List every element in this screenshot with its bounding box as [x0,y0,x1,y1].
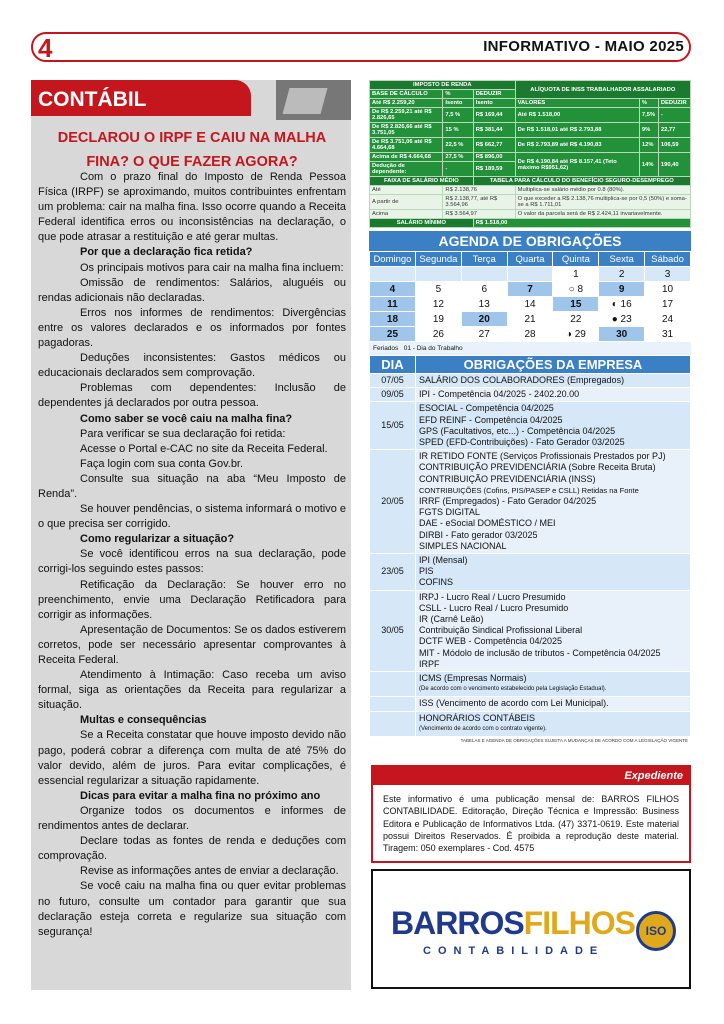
weekday: Sexta [599,252,645,267]
expediente-text: Este informativo é uma publicação mensal de: BARROS FILHOS CONTABILIDADE. Editoração, Direção Técnica e Impressão: Business Editora e Publicação de Informativos Ltda. (47) 3371-0619. Este material possui Direitos Reservados. É proibida a reprodução deste material. Tiragem: 050 exemplares - Cod. 4575 [383,794,679,854]
day-cell: 11 [370,297,416,312]
ob-item: SALÁRIO DOS COLABORADORES (Empregados) [419,375,625,385]
ob-item: IRPJ - Lucro Real / Lucro Presumido [419,591,566,602]
paragraph: Faça login com sua conta Gov.br. [80,457,244,470]
ob-desc [416,402,691,450]
cell: R$ 2.138,76 [443,186,515,195]
day-cell: 3 [645,267,691,282]
ob-desc [416,697,691,711]
calc-title: TABELA PARA CÁLCULO DO BENEFÍCIO SEGURO-DESEMPREGO [473,177,690,186]
day-cell: 28 [507,327,553,342]
cell: Isento [473,99,515,108]
paragraph: Retificação da Declaração: Se houver erro no preenchimento, envie uma Declaração Retificadora para corrigir as informações. [38,578,346,621]
cell: R$ 3.564,97 [443,210,515,219]
day-cell: 19 [415,312,461,327]
cell: De R$ 2.793,89 até R$ 4.190,83 [515,138,639,153]
day-cell: 7 [507,282,553,297]
ob-day: 09/05 [370,388,416,402]
ob-day: 07/05 [370,374,416,388]
calendar [369,251,691,342]
day-cell [461,267,507,282]
ob-item: IRPF [419,658,440,669]
day-cell: 10 [645,282,691,297]
ob-item: HONORÁRIOS CONTÁBEIS [419,712,536,723]
day-cell: 17 [645,297,691,312]
ob-day [370,672,416,697]
paragraph: Com o prazo final do Imposto de Renda Pessoa Física (IRPF) se aproximando, muitos contribuintes enfrentam um problema: cair na malha fina. Isso ocorre quando a Receita Federal identifica erros ou inconsistências na declaração, o que pode atrasar a restituição e até gerar multas. [38,171,346,244]
logo-barros: BARROS [391,905,524,941]
right-column [369,80,691,744]
cell: 190,40 [658,153,690,177]
cell: R$ 169,44 [473,108,515,123]
ob-desc [416,450,691,554]
ob-item: IR RETIDO FONTE (Serviços Profissionais Prestados por PJ) [419,451,666,462]
ob-item: EFD REINF - Competência 04/2025 [419,414,563,425]
cell: 7,5 % [443,108,473,123]
col-header: % [443,90,473,99]
paragraph: Declare todas as fontes de renda e deduções com comprovação. [38,835,346,863]
paragraph: Consulte sua situação na aba “Meu Imposto de Renda”. [38,472,346,500]
weekday: Quinta [553,252,599,267]
tax-table [369,80,691,228]
day-cell: 12 [415,297,461,312]
agenda [369,231,691,744]
day-cell: 14 [507,297,553,312]
day-cell: 27 [461,327,507,342]
ob-desc [416,672,691,697]
ob-item: MIT - Módolo de inclusão de tributos - Competência 04/2025 [419,647,661,658]
ob-item: SIMPLES NACIONAL [419,540,507,551]
logo-wordmark [391,905,635,942]
ob-item: ESOCIAL - Competência 04/2025 [419,403,554,414]
subheading: Por que a declaração fica retida? [80,246,253,259]
cell: 22,5 % [443,138,473,153]
ob-note: (Vencimento de acordo com o contrato vigente). [419,725,547,732]
day-cell: 25 [370,327,416,342]
ob-item: ICMS (Empresas Normais) [419,673,527,684]
cell: R$ 896,00 [473,153,515,162]
col-header: DEDUZIR [473,90,515,99]
min-wage-label: SALÁRIO MÍNIMO [370,219,474,228]
section-title: CONTÁBIL [31,80,251,116]
paragraph: Erros nos informes de rendimentos: Divergências entre os valores declarados e os informados por fontes pagadoras. [38,306,346,350]
cell: 12% [639,138,658,153]
weekday: Terça [461,252,507,267]
cell: Até R$ 2.259,20 [370,99,443,108]
cell: R$ 2.138,77, até R$ 3.564,96 [443,195,515,210]
ob-item: DIRBI - Fato gerador 03/2025 [419,529,538,540]
cell: De R$ 1.518,01 até R$ 2.793,88 [515,123,639,138]
ob-item: DCTF WEB - Competência 04/2025 [419,636,563,647]
ob-item: COFINS [419,577,454,588]
ob-item: IR (Carnê Leão) [419,614,484,625]
cell: Multiplica-se salário médio por 0.8 (80%). [515,186,690,195]
paragraph: Se a Receita constatar que houve imposto devido não pago, poderá cobrar a diferença com multa de até 75% do valor devido, além de juros. Para evitar complicações, é essencial regularizar a situação rapidamente. [38,729,346,787]
ob-item: ISS (Vencimento de acordo com Lei Municipal). [419,698,609,709]
day-cell: ◐ 16 [599,297,645,312]
cell: Isento [443,99,473,108]
weekday: Segunda [415,252,461,267]
cell: O valor da parcela será de R$ 2.424,11 invariavelmente. [515,210,690,219]
holidays-label: Feriados [373,345,399,352]
ob-desc [416,388,691,402]
day-cell: 20 [461,312,507,327]
day-cell [370,267,416,282]
paragraph: Se você identificou erros na sua declaração, pode corrigi-los seguindo estes passos: [38,548,346,576]
day-cell [415,267,461,282]
ob-desc [416,374,691,388]
day-cell: 26 [415,327,461,342]
weekday: Domingo [370,252,416,267]
subheading: Multas e consequências [80,714,207,727]
cell: Acima de R$ 4.664,68 [370,153,443,162]
cell: 106,59 [658,138,690,153]
cell: De R$ 2.826,66 até R$ 3.751,05 [370,123,443,138]
cell: 22,77 [658,123,690,138]
subheading: Como regularizar a situação? [80,533,235,546]
company-logo [371,869,691,989]
cell: 15 % [443,123,473,138]
day-cell: 31 [645,327,691,342]
ob-day: 20/05 [370,450,416,554]
ob-item: PIS [419,566,434,577]
cell: R$ 662,77 [473,138,515,153]
paragraph: Deduções inconsistentes: Gastos médicos ou educacionais declarados sem comprovação. [38,352,346,380]
page-number: 4 [38,33,53,63]
ir-title: IMPOSTO DE RENDA [370,81,516,90]
col-day: DIA [370,356,416,374]
col-header: VALORES [515,99,639,108]
paragraph: Omissão de rendimentos: Salários, aluguéis ou rendas adicionais não declaradas. [38,276,346,304]
ob-item: IRRF (Empregados) - Fato Gerador 04/2025 [419,496,597,507]
ob-item: Contribuição Sindical Profissional Liberal [419,625,583,636]
cell: Acima [370,210,443,219]
day-cell [507,267,553,282]
day-cell: 30 [599,327,645,342]
article-title [35,126,349,174]
agenda-title: AGENDA DE OBRIGAÇÕES [369,231,691,251]
ob-item: DAE - eSocial DOMÉSTICO / MEI [419,518,556,529]
iso-seal-icon: ISO [636,911,676,951]
ob-item: IPI (Mensal) [419,555,468,566]
ob-item: GPS (Facultativos, etc...) - Competência 04/2025 [419,425,616,436]
day-cell: 9 [599,282,645,297]
col-header: % [639,99,658,108]
day-cell: ○ 8 [553,282,599,297]
ob-day: 23/05 [370,554,416,591]
ob-item: IPI - Competência 04/2025 - 2402.20.00 [419,389,580,400]
tax-tables [369,80,691,228]
subheading: Como saber se você caiu na malha fina? [80,412,293,425]
ob-day [370,697,416,711]
ob-desc [416,590,691,671]
faixa-title: FAIXA DE SALÁRIO MÉDIO [370,177,474,186]
paragraph: Organize todos os documentos e informes de rendimentos antes de declarar. [38,804,346,833]
cell: R$ 381,44 [473,123,515,138]
day-cell: ◑ 29 [553,327,599,342]
expediente-box [371,765,691,863]
cell: 27,5 % [443,153,473,162]
ob-day: 30/05 [370,590,416,671]
ob-item: SPED (EFD-Contribuições) - Fato Gerador 03/2025 [419,437,625,448]
ob-item: FGTS DIGITAL [419,507,480,518]
cell: A partir de [370,195,443,210]
paragraph: Problemas com dependentes: Inclusão de dependentes já declarados por outra pessoa. [38,382,346,410]
day-cell: ● 23 [599,312,645,327]
ob-desc [416,554,691,591]
paragraph: Acesse o Portal e-CAC no site da Receita Federal. [80,442,328,455]
ob-item: CONTRIBUIÇÃO PREVIDENCIÁRIA (Sobre Receita Bruta) [419,462,656,473]
cell: 7,5% [639,108,658,123]
day-cell: 2 [599,267,645,282]
day-cell: 5 [415,282,461,297]
expediente-title: Expediente [373,767,689,785]
paragraph: Revise as informações antes de enviar a declaração. [80,865,339,878]
ob-item: CONTRIBUIÇÕES (Cofins, PIS/PASEP e CSLL) Retidas na Fonte [419,485,639,495]
cell: De R$ 2.259,21 até R$ 2.826,65 [370,108,443,123]
cell: R$ 189,59 [473,162,515,177]
subheading: Dicas para evitar a malha fina no próximo ano [80,789,321,802]
day-cell: 13 [461,297,507,312]
logo-subtitle: CONTABILIDADE [423,945,605,957]
paragraph: Para verificar se sua declaração foi retida: [80,427,286,440]
ob-note: (De acordo com o vencimento estabelecido pela Legislação Estadual). [419,686,607,693]
paragraph: Os principais motivos para cair na malha fina incluem: [80,261,344,274]
cell: De R$ 4.190,84 até R$ 8.157,41 (Teto máximo R$951,62) [515,153,639,177]
day-cell: 6 [461,282,507,297]
paragraph: Se você caiu na malha fina ou quer evitar problemas no futuro, consulte um contador para garantir que sua declaração esteja correta e regularize sua situação com segurança! [38,880,346,938]
inss-title: ALÍQUOTA DE INSS TRABALHADOR ASSALARIADO [515,81,690,99]
day-cell: 1 [553,267,599,282]
ob-item: CONTRIBUIÇÃO PREVIDENCIÁRIA (INSS) [419,473,596,484]
ob-day [370,711,416,736]
paragraph: Se houver pendências, o sistema informará o motivo e o que precisa ser corrigido. [38,503,346,531]
min-wage-value: R$ 1.518,00 [473,219,690,228]
weekday: Sábado [645,252,691,267]
day-cell: 22 [553,312,599,327]
day-cell: 21 [507,312,553,327]
cell: De R$ 3.751,06 até R$ 4.664,68 [370,138,443,153]
day-cell: 4 [370,282,416,297]
holidays [369,342,691,355]
paragraph: Atendimento à Intimação: Caso receba um aviso formal, siga as orientações da Receita para regularizar a situação. [38,669,346,712]
obligations-table [369,355,691,737]
cell: - [658,108,690,123]
day-cell: 24 [645,312,691,327]
newsletter-title: INFORMATIVO - MAIO 2025 [483,38,684,55]
cell: Dedução de dependente: [370,162,443,177]
cell: 14% [639,153,658,177]
day-cell: 15 [553,297,599,312]
col-header: DEDUZIR [658,99,690,108]
ob-day: 15/05 [370,402,416,450]
weekday: Quarta [507,252,553,267]
article-title-line2: FINA? O QUE FAZER AGORA? [86,154,298,170]
col-title: OBRIGAÇÕES DA EMPRESA [416,356,691,374]
day-cell: 18 [370,312,416,327]
ob-item: CSLL - Lucro Real / Lucro Presumido [419,602,569,613]
cell: Até R$ 1.518,00 [515,108,639,123]
article-title-line1: DECLAROU O IRPF E CAIU NA MALHA [57,130,327,146]
cell: 9% [639,123,658,138]
cell: Até [370,186,443,195]
cell: O que exceder a R$ 2.138,76 multiplica-se por 0,5 (50%) e soma-se a R$ 1.711,01 [515,195,690,210]
paragraph: Apresentação de Documentos: Se os dados estiverem corretos, pode ser necessário apresentar comprovantes à Receita Federal. [38,623,346,666]
article-body [38,170,346,940]
cell: - [443,162,473,177]
logo-filhos: FILHOS [523,905,635,941]
holidays-text: 01 - Dia do Trabalho [403,345,463,352]
ob-desc [416,711,691,736]
col-header: BASE DE CÁLCULO [370,90,443,99]
calculator-image [276,80,351,120]
footnote: TABELAS E AGENDA DE OBRIGAÇÕES SUJEITA A MUDANÇAS DE ACORDO COM A LEGISLAÇÃO VIGENTE [460,738,688,744]
